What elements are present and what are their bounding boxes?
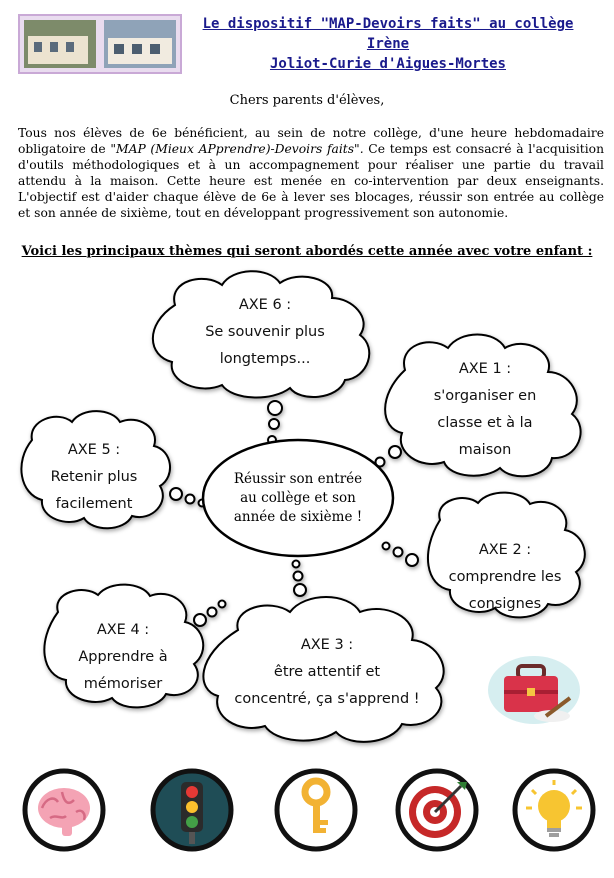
toolbox-icon [482,650,582,730]
intro-paragraph: Tous nos élèves de 6e bénéficient, au sein de notre collège, d'une heure hebdomadaire obligatoire de "MAP (Mieux APprendre)-Devoirs faits". Ce temps est consacré à l'acquisition d'outils méthodologiques et à un accompagnement pour réaliser une partie du travail attendu à la maison. Cette heure est menée en co-intervention par deux enseignants. L'objectif est d'aider chaque élève de 6e à lever ses blocages, réussir son entrée au collège et son année de sixième, tout en développant progressivement son autonomie. [18,126,605,220]
traffic-light-icon [150,768,234,852]
lightbulb-icon [512,768,596,852]
page-title: Le dispositif "MAP-Devoirs faits" au collège Irène Joliot-Curie d'Aigues-Mortes [202,16,574,72]
axe1-text: AXE 1 : s'organiser en classe et à la maison [433,361,537,458]
axe6-bubble [268,401,282,415]
key-icon [274,768,358,852]
axe3-text: AXE 3 : être attentif et concentré, ça s'apprend ! [234,637,420,707]
target-icon [395,768,479,852]
themes-heading: Voici les principaux thèmes qui seront abordés cette année avec votre enfant : [21,244,593,259]
brain-icon [22,768,106,852]
greeting: Chers parents d'élèves, [229,93,385,108]
axe2-text: AXE 2 : comprendre les consignes [448,542,562,612]
axe5-text: AXE 5 : Retenir plus facilement [50,442,138,512]
axe6-text: AXE 6 : Se souvenir plus longtemps... [205,297,325,367]
center-text: Réussir son entrée au collège et son année de sixième ! [233,471,363,525]
axe4-text: AXE 4 : Apprendre à mémoriser [78,622,168,692]
